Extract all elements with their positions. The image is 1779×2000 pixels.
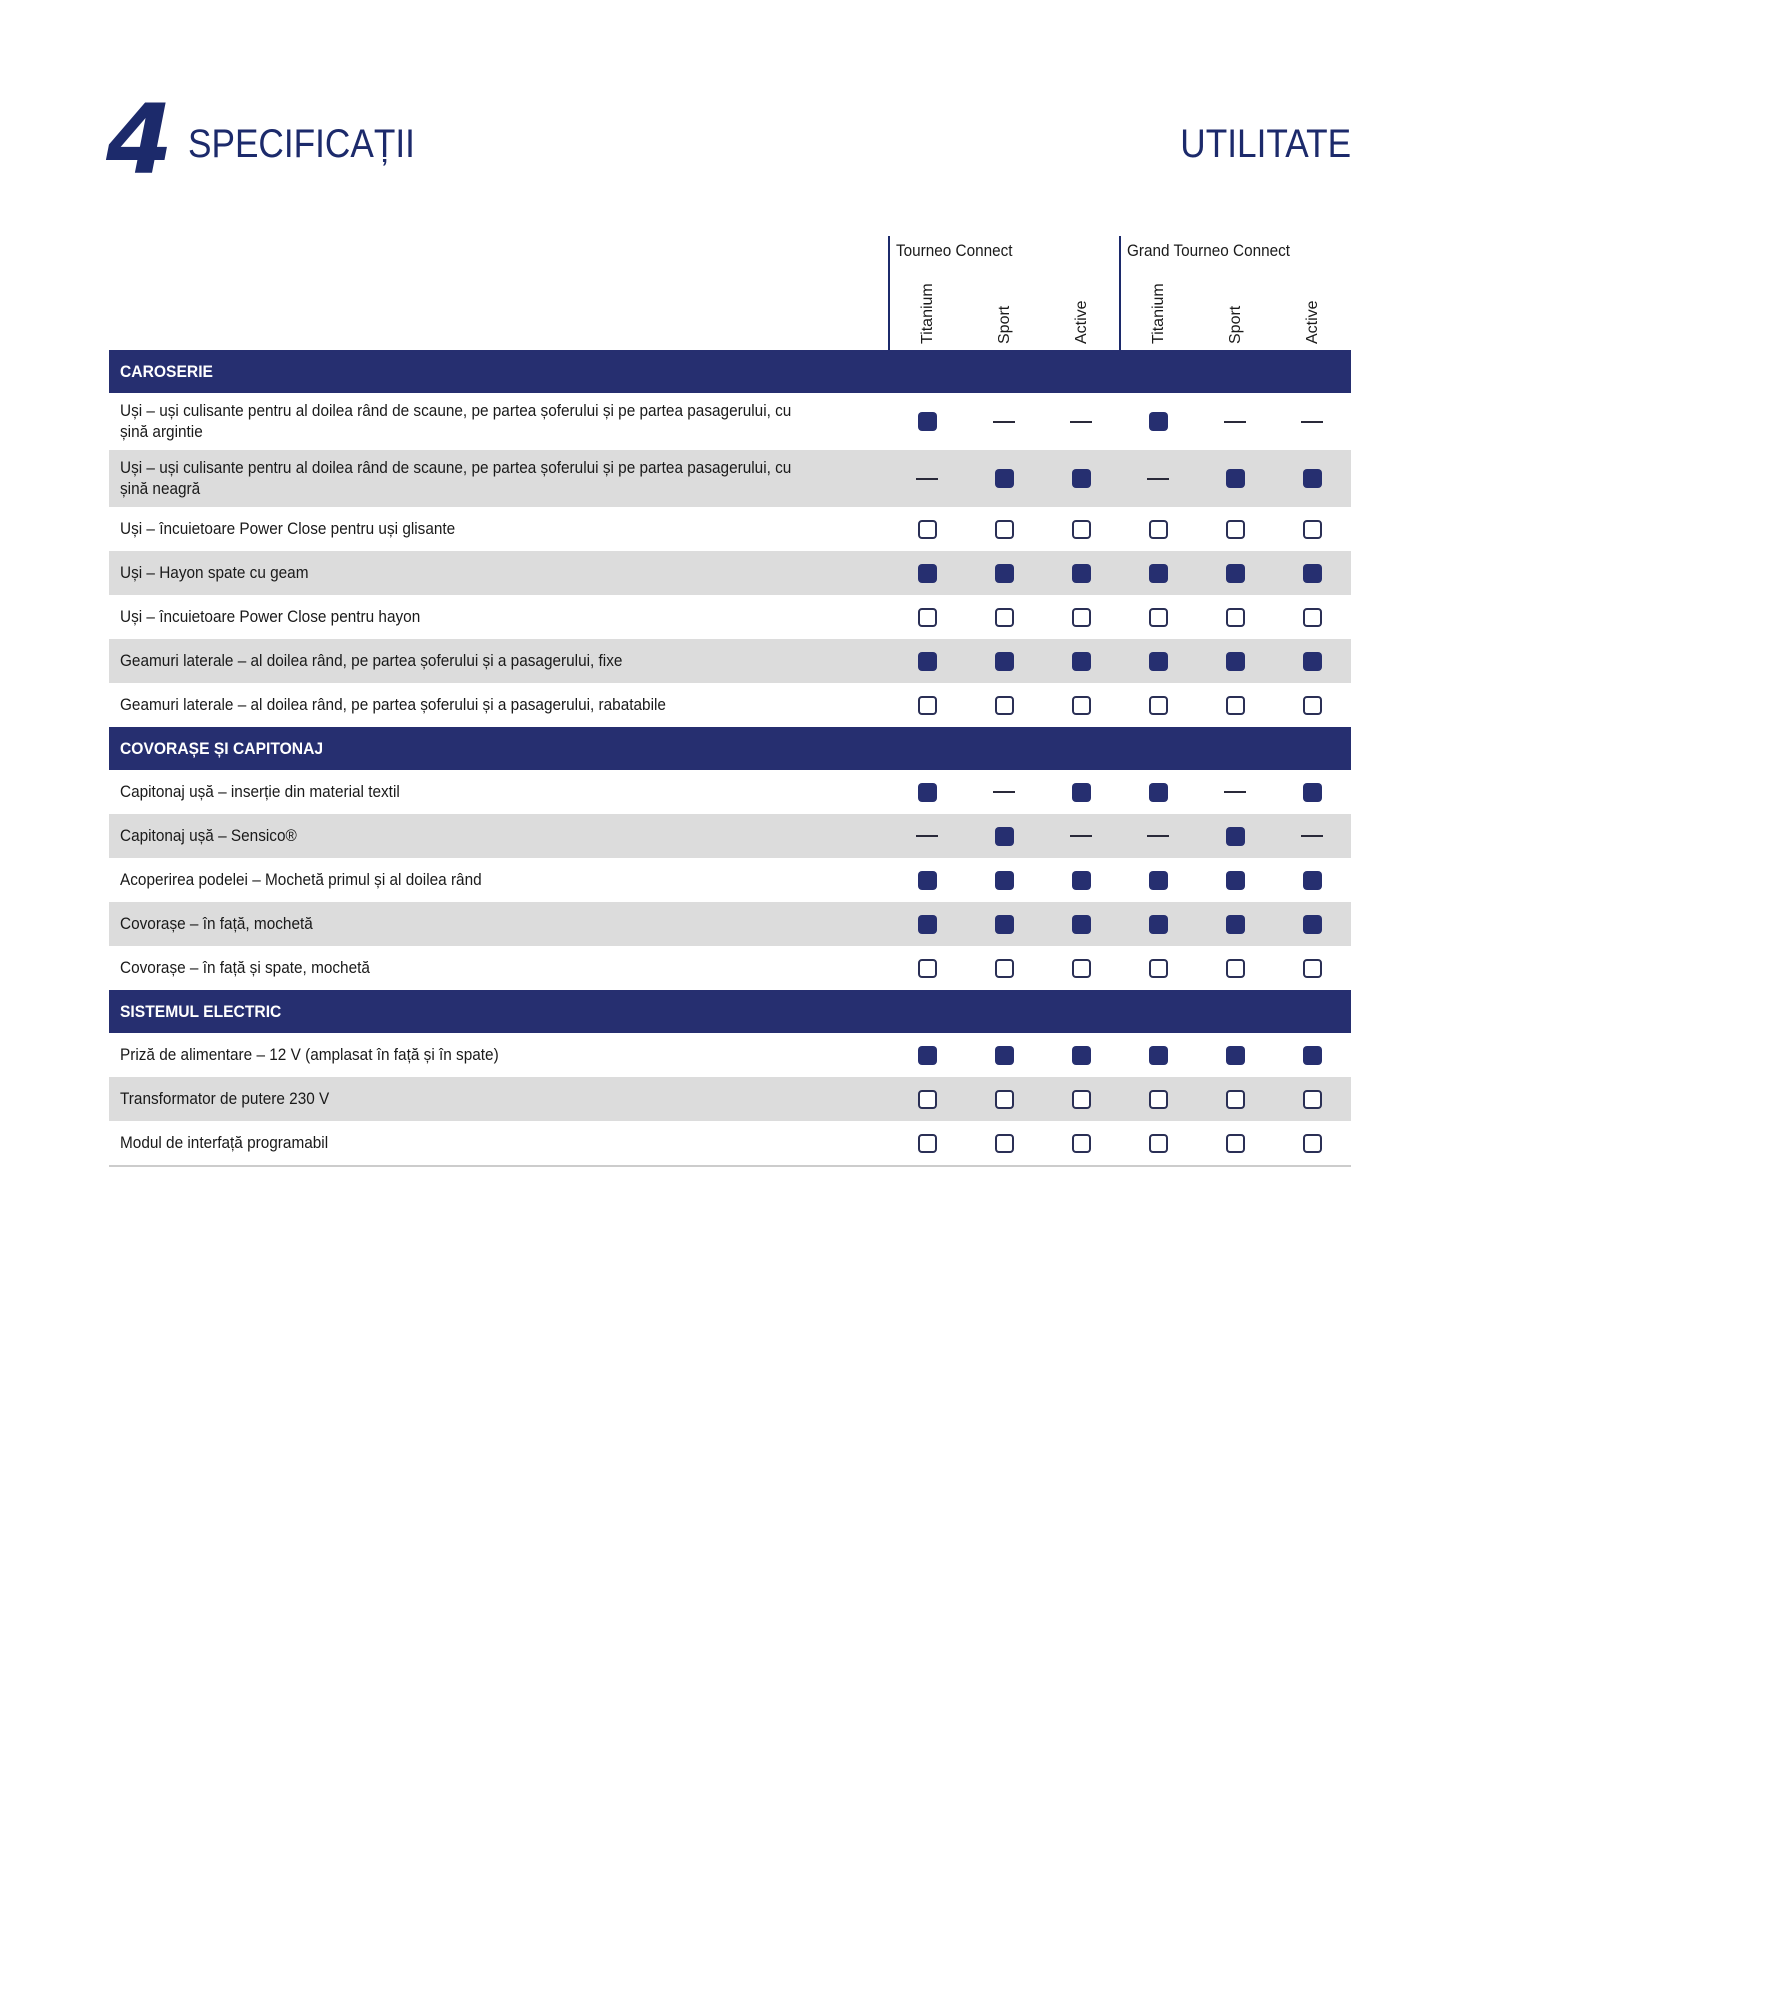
- availability-cell: [1138, 814, 1178, 858]
- section-header-label: COVORAȘE ȘI CAPITONAJ: [120, 739, 324, 758]
- availability-cell: [1215, 639, 1255, 683]
- availability-cell: [1292, 393, 1332, 450]
- column-group-grand-tourneo-connect: [1119, 236, 1353, 350]
- optional-mark-icon: [918, 696, 937, 715]
- availability-cell: [1292, 858, 1332, 902]
- standard-mark-icon: [1303, 652, 1322, 671]
- optional-mark-icon: [1072, 1134, 1091, 1153]
- row-label-text: Acoperirea podelei – Mochetă primul și al doilea rând: [120, 870, 482, 889]
- standard-mark-icon: [918, 564, 937, 583]
- availability-cell: [1138, 1033, 1178, 1077]
- availability-cell: [984, 858, 1024, 902]
- standard-mark-icon: [918, 412, 937, 431]
- availability-cell: [1215, 946, 1255, 990]
- row-label: [120, 393, 860, 450]
- section-header: [109, 350, 1351, 393]
- column-trim-sport: [1224, 264, 1248, 344]
- availability-cell: [1061, 770, 1101, 814]
- table-body: [109, 350, 1351, 1165]
- standard-mark-icon: [1303, 871, 1322, 890]
- row-label: [120, 902, 860, 946]
- optional-mark-icon: [1072, 696, 1091, 715]
- availability-cell: [1292, 1121, 1332, 1165]
- standard-mark-icon: [1072, 915, 1091, 934]
- standard-mark-icon: [1226, 915, 1245, 934]
- row-label: [120, 595, 860, 639]
- table-row: [109, 639, 1351, 683]
- specifications-table: [109, 236, 1351, 1167]
- availability-cell: [1138, 902, 1178, 946]
- standard-mark-icon: [995, 1046, 1014, 1065]
- not-available-dash-icon: [993, 421, 1015, 423]
- table-row: [109, 393, 1351, 450]
- standard-mark-icon: [1226, 1046, 1245, 1065]
- row-label: [120, 683, 860, 727]
- standard-mark-icon: [1303, 1046, 1322, 1065]
- availability-cell: [907, 1077, 947, 1121]
- standard-mark-icon: [995, 871, 1014, 890]
- availability-cell: [1138, 393, 1178, 450]
- not-available-dash-icon: [1070, 421, 1092, 423]
- availability-cell: [1215, 683, 1255, 727]
- standard-mark-icon: [995, 564, 1014, 583]
- optional-mark-icon: [1072, 1090, 1091, 1109]
- availability-cell: [1215, 1033, 1255, 1077]
- availability-cell: [1292, 1033, 1332, 1077]
- table-row: [109, 1121, 1351, 1165]
- standard-mark-icon: [1072, 783, 1091, 802]
- optional-mark-icon: [1226, 959, 1245, 978]
- availability-cell: [907, 507, 947, 551]
- section-title: SPECIFICAȚII: [188, 122, 415, 166]
- row-label-text: Priză de alimentare – 12 V (amplasat în față și în spate): [120, 1045, 499, 1064]
- availability-cell: [984, 450, 1024, 507]
- availability-cell: [1061, 1077, 1101, 1121]
- availability-cell: [1292, 814, 1332, 858]
- availability-cell: [984, 1077, 1024, 1121]
- availability-cell: [1292, 902, 1332, 946]
- availability-cell: [984, 902, 1024, 946]
- row-label-text: Covorașe – în față, mochetă: [120, 914, 313, 933]
- availability-cell: [1138, 683, 1178, 727]
- availability-cell: [1138, 507, 1178, 551]
- standard-mark-icon: [1226, 827, 1245, 846]
- not-available-dash-icon: [916, 835, 938, 837]
- row-label: [120, 639, 860, 683]
- availability-cell: [1061, 1121, 1101, 1165]
- standard-mark-icon: [1072, 652, 1091, 671]
- standard-mark-icon: [1226, 469, 1245, 488]
- standard-mark-icon: [1226, 871, 1245, 890]
- availability-cell: [1292, 946, 1332, 990]
- optional-mark-icon: [918, 520, 937, 539]
- availability-cell: [907, 683, 947, 727]
- column-trim-label: Active: [1304, 300, 1321, 344]
- not-available-dash-icon: [993, 791, 1015, 793]
- column-trim-label: Titanium: [919, 283, 936, 344]
- optional-mark-icon: [1226, 608, 1245, 627]
- optional-mark-icon: [918, 608, 937, 627]
- column-trim-active: [1301, 264, 1325, 344]
- section-header: [109, 727, 1351, 770]
- availability-cell: [907, 639, 947, 683]
- table-row: [109, 902, 1351, 946]
- optional-mark-icon: [1149, 959, 1168, 978]
- section-header: [109, 990, 1351, 1033]
- standard-mark-icon: [1149, 412, 1168, 431]
- standard-mark-icon: [1149, 1046, 1168, 1065]
- availability-cell: [1138, 450, 1178, 507]
- availability-cell: [984, 551, 1024, 595]
- table-row: [109, 770, 1351, 814]
- standard-mark-icon: [1072, 564, 1091, 583]
- column-trim-titanium: [1147, 264, 1171, 344]
- availability-cell: [1138, 639, 1178, 683]
- optional-mark-icon: [1226, 1134, 1245, 1153]
- availability-cell: [984, 683, 1024, 727]
- optional-mark-icon: [1226, 520, 1245, 539]
- availability-cell: [1061, 946, 1101, 990]
- availability-cell: [1138, 1077, 1178, 1121]
- not-available-dash-icon: [1224, 791, 1246, 793]
- availability-cell: [907, 770, 947, 814]
- optional-mark-icon: [1072, 608, 1091, 627]
- availability-cell: [1061, 595, 1101, 639]
- row-label-text: Uși – încuietoare Power Close pentru hayon: [120, 607, 421, 626]
- optional-mark-icon: [918, 1090, 937, 1109]
- availability-cell: [1215, 551, 1255, 595]
- standard-mark-icon: [1149, 915, 1168, 934]
- row-label: [120, 946, 860, 990]
- optional-mark-icon: [995, 608, 1014, 627]
- not-available-dash-icon: [1147, 835, 1169, 837]
- row-label-text: Modul de interfață programabil: [120, 1133, 329, 1152]
- optional-mark-icon: [1303, 959, 1322, 978]
- table-row: [109, 946, 1351, 990]
- table-row: [109, 507, 1351, 551]
- column-group-label: Grand Tourneo Connect: [1127, 241, 1291, 260]
- table-row: [109, 858, 1351, 902]
- availability-cell: [1215, 1121, 1255, 1165]
- availability-cell: [1215, 507, 1255, 551]
- column-trim-label: Titanium: [1150, 283, 1167, 344]
- availability-cell: [1215, 393, 1255, 450]
- availability-cell: [907, 1033, 947, 1077]
- availability-cell: [907, 946, 947, 990]
- standard-mark-icon: [1226, 652, 1245, 671]
- availability-cell: [907, 1121, 947, 1165]
- table-row: [109, 551, 1351, 595]
- standard-mark-icon: [995, 469, 1014, 488]
- availability-cell: [1061, 450, 1101, 507]
- optional-mark-icon: [1303, 1134, 1322, 1153]
- availability-cell: [1061, 902, 1101, 946]
- availability-cell: [1292, 450, 1332, 507]
- row-label-text: Capitonaj ușă – Sensico®: [120, 826, 297, 845]
- column-group-tourneo-connect: [888, 236, 1119, 350]
- standard-mark-icon: [1072, 871, 1091, 890]
- column-group-label: Tourneo Connect: [896, 241, 1013, 260]
- availability-cell: [1215, 1077, 1255, 1121]
- availability-cell: [1138, 1121, 1178, 1165]
- row-label-text: Geamuri laterale – al doilea rând, pe partea șoferului și a pasagerului, rabatabile: [120, 695, 666, 714]
- row-label-text: Geamuri laterale – al doilea rând, pe partea șoferului și a pasagerului, fixe: [120, 651, 623, 670]
- optional-mark-icon: [995, 1090, 1014, 1109]
- optional-mark-icon: [1072, 959, 1091, 978]
- table-row: [109, 814, 1351, 858]
- page-header: [0, 0, 1394, 200]
- standard-mark-icon: [1149, 783, 1168, 802]
- not-available-dash-icon: [1070, 835, 1092, 837]
- standard-mark-icon: [1303, 564, 1322, 583]
- availability-cell: [1061, 683, 1101, 727]
- standard-mark-icon: [1072, 1046, 1091, 1065]
- standard-mark-icon: [995, 827, 1014, 846]
- availability-cell: [984, 639, 1024, 683]
- not-available-dash-icon: [1147, 478, 1169, 480]
- row-label-text: Capitonaj ușă – inserție din material textil: [120, 782, 400, 801]
- row-label-text: Uși – uși culisante pentru al doilea rând de scaune, pe partea șoferului și pe partea pasagerului, cu șină argintie: [120, 401, 792, 441]
- standard-mark-icon: [918, 783, 937, 802]
- availability-cell: [1215, 595, 1255, 639]
- availability-cell: [984, 814, 1024, 858]
- page-title: UTILITATE: [1180, 122, 1351, 166]
- availability-cell: [907, 595, 947, 639]
- standard-mark-icon: [1149, 652, 1168, 671]
- availability-cell: [1061, 393, 1101, 450]
- column-trim-sport: [993, 264, 1017, 344]
- row-label: [120, 814, 860, 858]
- availability-cell: [984, 770, 1024, 814]
- not-available-dash-icon: [1224, 421, 1246, 423]
- availability-cell: [1138, 858, 1178, 902]
- column-trim-label: Sport: [996, 305, 1013, 344]
- availability-cell: [1215, 450, 1255, 507]
- section-header-label: CAROSERIE: [120, 362, 213, 381]
- optional-mark-icon: [995, 1134, 1014, 1153]
- standard-mark-icon: [1303, 783, 1322, 802]
- availability-cell: [984, 507, 1024, 551]
- availability-cell: [1292, 639, 1332, 683]
- row-label: [120, 507, 860, 551]
- availability-cell: [1292, 595, 1332, 639]
- column-headers: [109, 236, 1351, 350]
- optional-mark-icon: [1149, 608, 1168, 627]
- availability-cell: [1215, 902, 1255, 946]
- row-label-text: Uși – Hayon spate cu geam: [120, 563, 309, 582]
- row-label: [120, 450, 860, 507]
- optional-mark-icon: [1226, 696, 1245, 715]
- standard-mark-icon: [1303, 915, 1322, 934]
- table-row: [109, 1033, 1351, 1077]
- optional-mark-icon: [1149, 1134, 1168, 1153]
- optional-mark-icon: [918, 1134, 937, 1153]
- table-row: [109, 595, 1351, 639]
- row-label-text: Uși – uși culisante pentru al doilea rând de scaune, pe partea șoferului și pe partea pasagerului, cu șină neagră: [120, 458, 792, 498]
- standard-mark-icon: [995, 652, 1014, 671]
- availability-cell: [1061, 551, 1101, 595]
- standard-mark-icon: [918, 652, 937, 671]
- standard-mark-icon: [918, 871, 937, 890]
- not-available-dash-icon: [1301, 835, 1323, 837]
- standard-mark-icon: [1149, 564, 1168, 583]
- optional-mark-icon: [1303, 608, 1322, 627]
- availability-cell: [984, 1033, 1024, 1077]
- availability-cell: [1215, 770, 1255, 814]
- availability-cell: [1215, 858, 1255, 902]
- availability-cell: [1292, 683, 1332, 727]
- availability-cell: [1061, 639, 1101, 683]
- section-header-label: SISTEMUL ELECTRIC: [120, 1002, 282, 1021]
- availability-cell: [984, 595, 1024, 639]
- not-available-dash-icon: [916, 478, 938, 480]
- availability-cell: [1292, 551, 1332, 595]
- optional-mark-icon: [1303, 520, 1322, 539]
- availability-cell: [1061, 858, 1101, 902]
- availability-cell: [984, 393, 1024, 450]
- availability-cell: [907, 902, 947, 946]
- not-available-dash-icon: [1301, 421, 1323, 423]
- availability-cell: [1061, 507, 1101, 551]
- row-label: [120, 1077, 860, 1121]
- availability-cell: [1138, 946, 1178, 990]
- availability-cell: [907, 858, 947, 902]
- table-row: [109, 1077, 1351, 1121]
- row-label: [120, 770, 860, 814]
- availability-cell: [1292, 770, 1332, 814]
- availability-cell: [1292, 1077, 1332, 1121]
- row-label: [120, 1033, 860, 1077]
- column-trim-active: [1070, 264, 1094, 344]
- row-label-text: Covorașe – în față și spate, mochetă: [120, 958, 370, 977]
- column-trim-label: Sport: [1227, 305, 1244, 344]
- optional-mark-icon: [1149, 1090, 1168, 1109]
- optional-mark-icon: [1072, 520, 1091, 539]
- row-label-text: Uși – încuietoare Power Close pentru uși glisante: [120, 519, 456, 538]
- availability-cell: [1292, 507, 1332, 551]
- optional-mark-icon: [1303, 1090, 1322, 1109]
- optional-mark-icon: [995, 520, 1014, 539]
- table-row: [109, 683, 1351, 727]
- chapter-number: 4: [106, 84, 169, 196]
- row-label: [120, 1121, 860, 1165]
- standard-mark-icon: [918, 1046, 937, 1065]
- optional-mark-icon: [1149, 520, 1168, 539]
- optional-mark-icon: [995, 696, 1014, 715]
- availability-cell: [907, 551, 947, 595]
- row-label: [120, 858, 860, 902]
- availability-cell: [1061, 1033, 1101, 1077]
- availability-cell: [907, 814, 947, 858]
- standard-mark-icon: [995, 915, 1014, 934]
- row-label-text: Transformator de putere 230 V: [120, 1089, 330, 1108]
- table-bottom-rule: [109, 1165, 1351, 1167]
- availability-cell: [1138, 551, 1178, 595]
- standard-mark-icon: [1226, 564, 1245, 583]
- availability-cell: [1215, 814, 1255, 858]
- standard-mark-icon: [1303, 469, 1322, 488]
- column-trim-label: Active: [1073, 300, 1090, 344]
- availability-cell: [1138, 595, 1178, 639]
- row-label: [120, 551, 860, 595]
- standard-mark-icon: [918, 915, 937, 934]
- standard-mark-icon: [1072, 469, 1091, 488]
- availability-cell: [907, 450, 947, 507]
- availability-cell: [984, 946, 1024, 990]
- optional-mark-icon: [1303, 696, 1322, 715]
- availability-cell: [1138, 770, 1178, 814]
- optional-mark-icon: [918, 959, 937, 978]
- availability-cell: [984, 1121, 1024, 1165]
- availability-cell: [907, 393, 947, 450]
- availability-cell: [1061, 814, 1101, 858]
- optional-mark-icon: [1149, 696, 1168, 715]
- standard-mark-icon: [1149, 871, 1168, 890]
- table-row: [109, 450, 1351, 507]
- optional-mark-icon: [1226, 1090, 1245, 1109]
- column-trim-titanium: [916, 264, 940, 344]
- optional-mark-icon: [995, 959, 1014, 978]
